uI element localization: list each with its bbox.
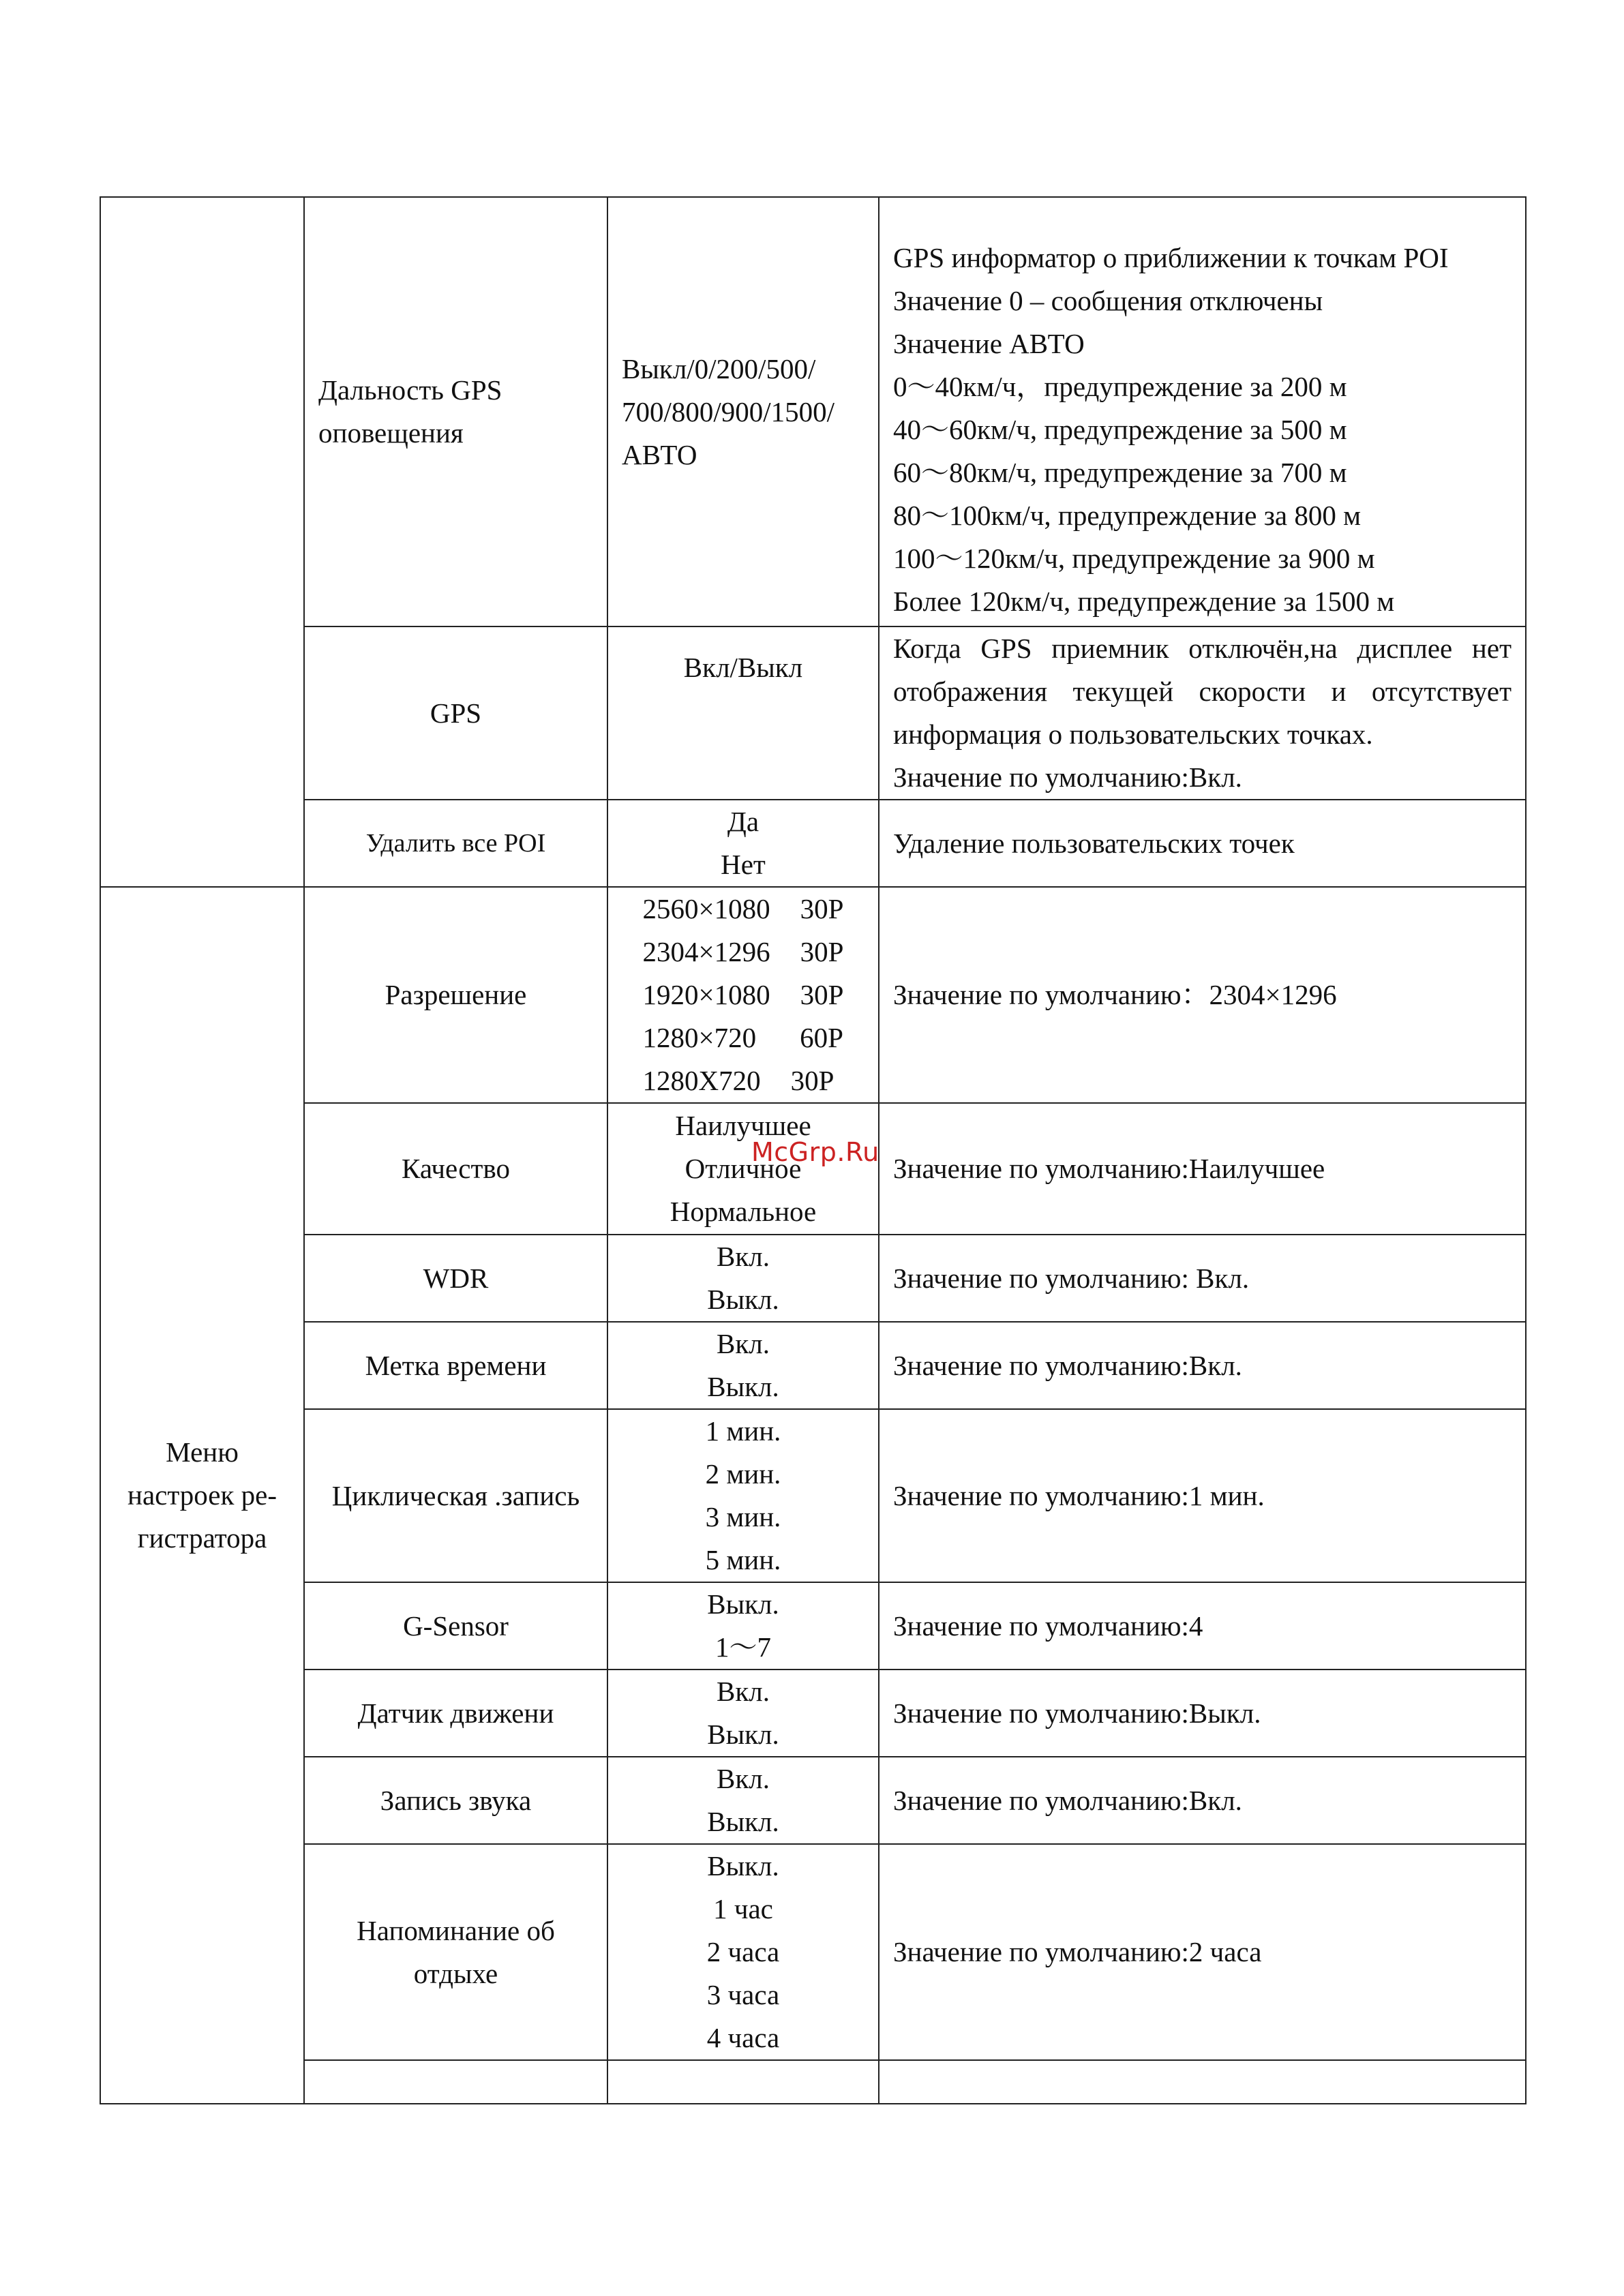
section-cell-empty: [100, 197, 304, 626]
setting-name-rest-reminder: Напоминание об отдыхе: [304, 1844, 607, 2060]
setting-options-rest-reminder: Выкл. 1 час 2 часа 3 часа 4 часа: [607, 1844, 879, 2060]
empty-cell: [304, 2060, 607, 2104]
setting-desc-motion-sensor: Значение по умолчанию:Выкл.: [879, 1670, 1526, 1757]
setting-name-gps-range: Дальность GPS оповещения: [304, 197, 607, 626]
setting-desc-resolution: Значение по умолчанию：2304×1296: [879, 887, 1526, 1103]
table-row-loop-recording: [100, 1409, 1526, 1582]
setting-options-delete-poi: Да Нет: [607, 800, 879, 887]
table-row-resolution: [100, 887, 1526, 1103]
list-item: 2560×1080 30P: [642, 893, 844, 924]
setting-desc-timestamp: Значение по умолчанию:Вкл.: [879, 1322, 1526, 1409]
setting-options-timestamp: Вкл. Выкл.: [607, 1322, 879, 1409]
list-item: 1280X720 30P: [642, 1065, 834, 1096]
setting-name-timestamp: Метка времени: [304, 1322, 607, 1409]
setting-options-quality: Наилучшее Отличное Нормальное: [607, 1103, 879, 1235]
setting-desc-delete-poi: Удаление пользовательских точек: [879, 800, 1526, 887]
setting-desc-loop-recording: Значение по умолчанию:1 мин.: [879, 1409, 1526, 1582]
setting-options-resolution: [607, 887, 879, 1103]
setting-name-wdr: WDR: [304, 1235, 607, 1322]
setting-options-motion-sensor: Вкл. Выкл.: [607, 1670, 879, 1757]
setting-desc-gps: Когда GPS приемник отключён,на дисплее нет отображения текущей скорости и отсутствует информация о пользовательских точках. Значение по умолчанию:Вкл.: [879, 626, 1526, 800]
list-item: 1920×1080 30P: [642, 979, 844, 1010]
section-cell-empty: [100, 626, 304, 800]
resolution-list: [643, 888, 844, 1102]
empty-cell: [607, 2060, 879, 2104]
table-row-wdr: [100, 1235, 1526, 1322]
setting-name-loop-recording: Циклическая .запись: [304, 1409, 607, 1582]
watermark: McGrp.Ru: [751, 1137, 879, 1167]
table-row-quality: [100, 1103, 1526, 1235]
table-row-audio-recording: [100, 1757, 1526, 1844]
table-row-gps: [100, 626, 1526, 800]
table-row-timestamp: [100, 1322, 1526, 1409]
table-row-motion-sensor: [100, 1670, 1526, 1757]
list-item: 2304×1296 30P: [642, 936, 844, 967]
setting-options-loop-recording: 1 мин. 2 мин. 3 мин. 5 мин.: [607, 1409, 879, 1582]
setting-options-audio-recording: Вкл. Выкл.: [607, 1757, 879, 1844]
setting-options-wdr: Вкл. Выкл.: [607, 1235, 879, 1322]
setting-options-gps-range: Выкл/0/200/500/ 700/800/900/1500/ АВТО: [607, 197, 879, 626]
section-cell-empty: [100, 800, 304, 887]
list-item: 1280×720 60P: [642, 1022, 843, 1053]
setting-desc-gps-range: GPS информатор о приближении к точкам POI Значение 0 – сообщения отключены Значение АВТО 0～40км/ч，предупреждение за 200 м 40～60км/ч, предупреждение за 500 м 60～80км/ч, предупреждение за 700 м 80～100км/ч, предупреждение за 800 м 100～120км/ч, предупреждение за 900 м Более 120км/ч, предупреждение за 1500 м: [879, 197, 1526, 626]
table-row-delete-poi: [100, 800, 1526, 887]
setting-name-gps: GPS: [304, 626, 607, 800]
setting-desc-gsensor: Значение по умолчанию:4: [879, 1582, 1526, 1670]
table-row-rest-reminder: [100, 1844, 1526, 2060]
table-row-gsensor: [100, 1582, 1526, 1670]
table-row-empty: [100, 2060, 1526, 2104]
setting-desc-wdr: Значение по умолчанию: Вкл.: [879, 1235, 1526, 1322]
setting-name-motion-sensor: Датчик движени: [304, 1670, 607, 1757]
setting-name-quality: Качество: [304, 1103, 607, 1235]
setting-name-gsensor: G-Sensor: [304, 1582, 607, 1670]
setting-desc-quality: Значение по умолчанию:Наилучшее: [879, 1103, 1526, 1235]
setting-desc-audio-recording: Значение по умолчанию:Вкл.: [879, 1757, 1526, 1844]
empty-cell: [879, 2060, 1526, 2104]
section-label: Меню настроек ре- гистратора: [100, 887, 304, 2104]
setting-name-delete-poi: Удалить все POI: [304, 800, 607, 887]
setting-name-resolution: Разрешение: [304, 887, 607, 1103]
setting-options-gsensor: Выкл. 1～7: [607, 1582, 879, 1670]
setting-options-gps: Вкл/Выкл: [607, 626, 879, 800]
table-row-gps-range: [100, 197, 1526, 626]
setting-name-audio-recording: Запись звука: [304, 1757, 607, 1844]
setting-desc-rest-reminder: Значение по умолчанию:2 часа: [879, 1844, 1526, 2060]
